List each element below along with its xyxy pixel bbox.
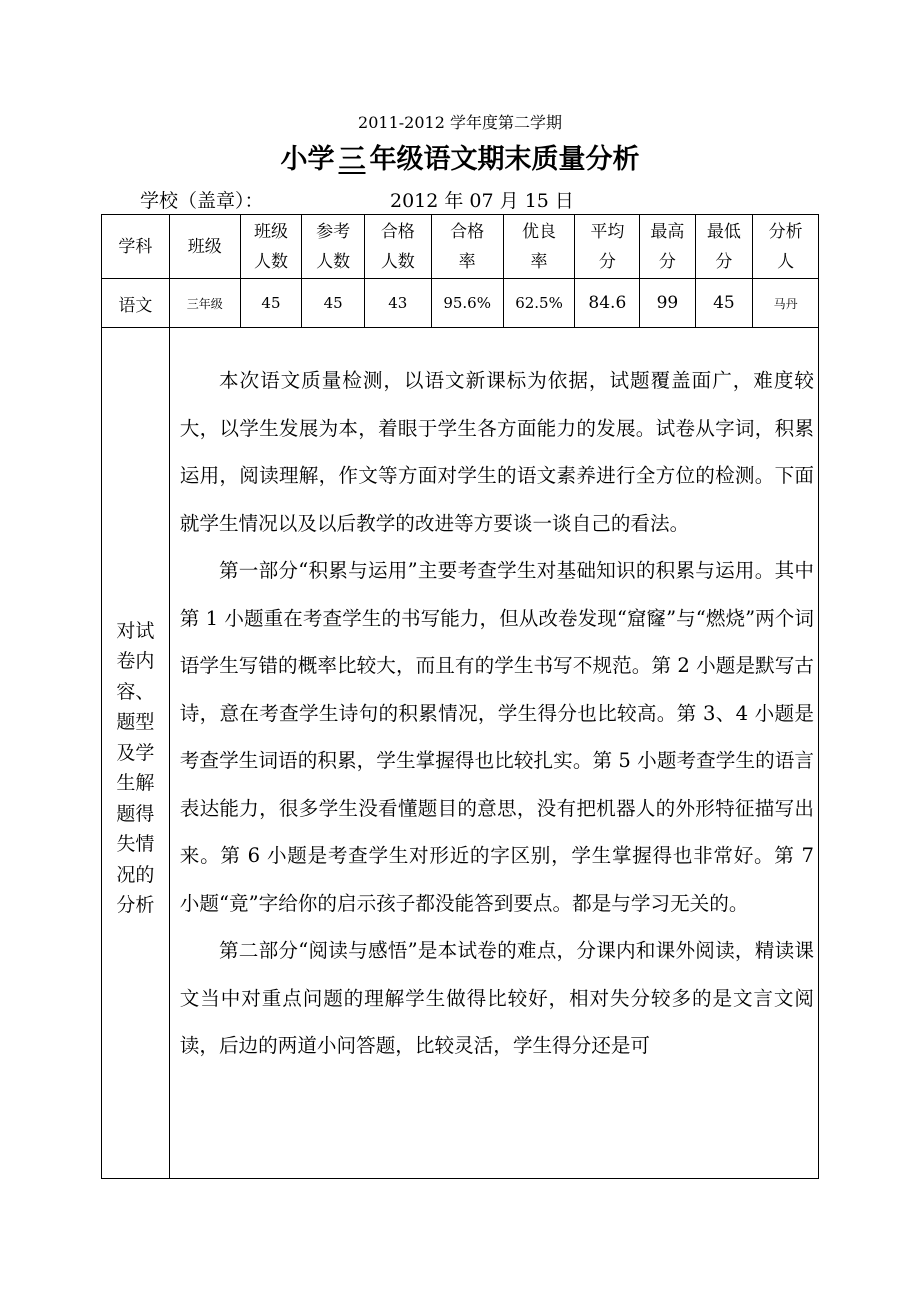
header-cell (640, 215, 695, 279)
title-suffix: 年级语文期末质量分析 (369, 144, 640, 175)
header-cell-text: 班级人数 (253, 221, 288, 272)
score-table (101, 214, 819, 1179)
school-date-line (140, 188, 840, 214)
class-cell: 三年级 (169, 279, 240, 328)
passed-cell: 43 (364, 279, 431, 328)
header-cell-text: 参考人数 (316, 221, 351, 272)
lowest-cell: 45 (695, 279, 753, 328)
analysis-label-cell (102, 328, 170, 1179)
school-label: 学校（盖章）： (140, 190, 264, 212)
header-cell (240, 215, 302, 279)
header-cell-text: 合格率 (450, 221, 485, 272)
header-cell (503, 215, 575, 279)
analyst-cell: 马丹 (753, 279, 819, 328)
header-cell (575, 215, 640, 279)
analysis-paragraph: 第一部分“积累与运用”主要考查学生对基础知识的积累与运用。其中第 1 小题重在考查学生的书写能力，但从改卷发现“窟窿”与“燃烧”两个词语学生写错的概率比较大，而且有的学生书写不规范。第 2 小题是默写古诗，意在考查学生诗句的积累情况，学生得分也比较高。第 3、4 小题是考查学生词语的积累，学生掌握得也比较扎实。第 5 小题考查学生的语言表达能力，很多学生没看懂题目的意思，没有把机器人的外形特征描写出来。第 6 小题是考查学生对形近的字区别，学生掌握得也非常好。第 7 小题“竟”字给你的启示孩子都没能答到要点。都是与学习无关的。 (179, 559, 814, 915)
analysis-label: 对试卷内容、题型及学生解题得失情况的分析 (116, 619, 155, 916)
header-cell-text: 最高分 (650, 221, 685, 272)
excellent-rate-cell: 62.5% (503, 279, 575, 328)
header-cell (364, 215, 431, 279)
analysis-paragraph: 第二部分“阅读与感悟”是本试卷的难点，分课内和课外阅读，精读课文当中对重点问题的理解学生做得比较好，相对失分较多的是文言文阅读，后边的两道小问答题，比较灵活，学生得分还是可 (179, 939, 814, 1057)
header-cell-text: 合格人数 (380, 221, 415, 272)
header-cell: 班级 (169, 215, 240, 279)
report-date: 2012 年 07 月 15 日 (390, 190, 574, 212)
title-grade: 三 (338, 144, 366, 175)
analysis-row (102, 328, 819, 1179)
header-cell (695, 215, 753, 279)
header-cell-text: 优良率 (522, 221, 557, 272)
class-size-cell: 45 (240, 279, 302, 328)
header-cell-text: 分析人 (768, 221, 803, 272)
highest-cell: 99 (640, 279, 695, 328)
header-cell (302, 215, 365, 279)
header-cell-text: 平均分 (590, 221, 625, 272)
analysis-content-cell (169, 328, 818, 1179)
header-row (102, 215, 819, 279)
header-cell-text: 最低分 (706, 221, 741, 272)
subject-cell: 语文 (102, 279, 170, 328)
header-cell: 学科 (102, 215, 170, 279)
pass-rate-cell: 95.6% (431, 279, 503, 328)
title-prefix: 小学 (280, 144, 335, 175)
analysis-paragraph: 本次语文质量检测，以语文新课标为依据，试题覆盖面广，难度较大，以学生发展为本，着眼于学生各方面能力的发展。试卷从字词，积累运用，阅读理解，作文等方面对学生的语文素养进行全方位的检测。下面就学生情况以及以后教学的改进等方要谈一谈自己的看法。 (179, 369, 814, 535)
data-row (102, 279, 819, 328)
participants-cell: 45 (302, 279, 365, 328)
term-subtitle: 2011-2012 学年度第二学期 (358, 113, 562, 132)
analysis-text (170, 343, 818, 1163)
average-cell: 84.6 (575, 279, 640, 328)
page-title (0, 141, 920, 179)
header-cell (431, 215, 503, 279)
header-cell (753, 215, 819, 279)
